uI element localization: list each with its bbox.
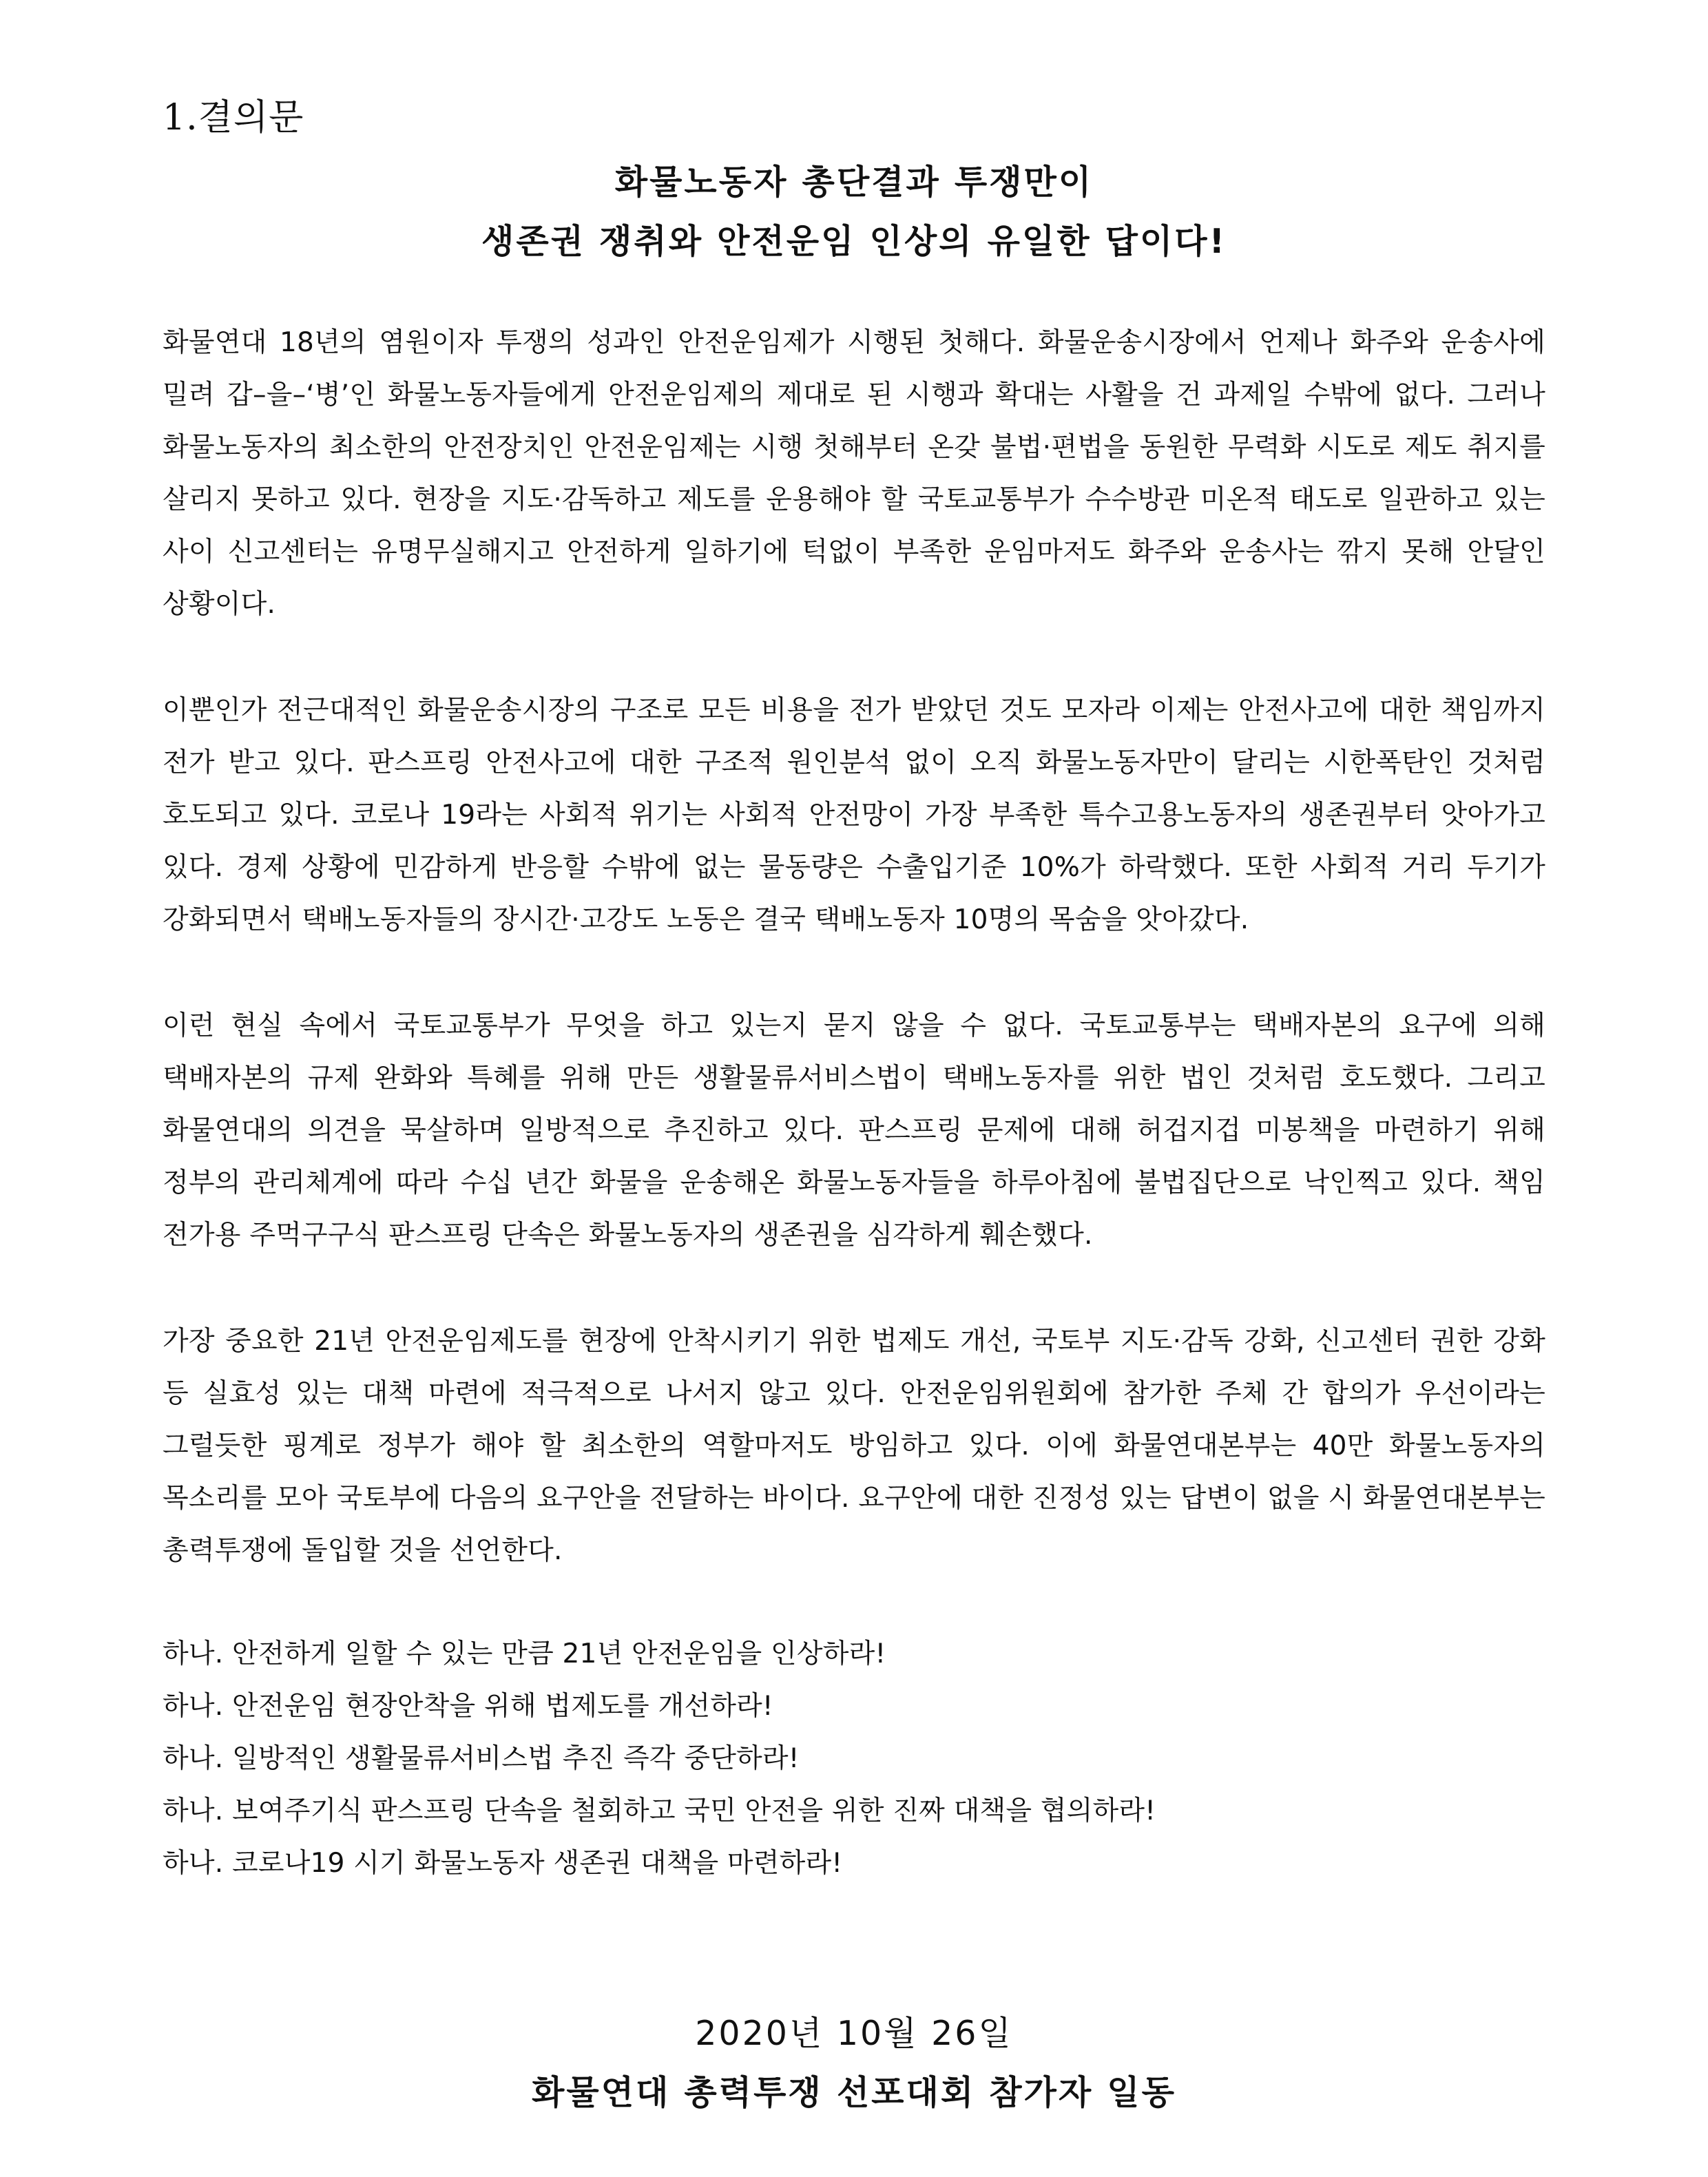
demand-item: 하나. 보여주기식 판스프링 단속을 철회하고 국민 안전을 위한 진짜 대책을 협의하라!: [163, 1795, 1156, 1826]
demand-list: [163, 1628, 1545, 1890]
title-line-2: 생존권 쟁취와 안전운임 인상의 유일한 답이다!: [481, 222, 1227, 261]
demand-item: 하나. 안전하게 일할 수 있는 만큼 21년 안전운임을 인상하라!: [163, 1638, 886, 1669]
demand-item: 하나. 일방적인 생활물류서비스법 추진 즉각 중단하라!: [163, 1743, 800, 1774]
demand-item: 하나. 코로나19 시기 화물노동자 생존권 대책을 마련하라!: [163, 1848, 843, 1879]
demand-item: 하나. 안전운임 현장안착을 위해 법제도를 개선하라!: [163, 1691, 773, 1722]
signature-block: [163, 2004, 1545, 2123]
section-heading: 1.결의문: [163, 97, 304, 138]
resolution-body: [163, 317, 1545, 1890]
paragraph-1: 화물연대 18년의 염원이자 투쟁의 성과인 안전운임제가 시행된 첫해다. 화물운송시장에서 언제나 화주와 운송사에 밀려 갑–을–‘병’인 화물노동자들에게 안전운임제의 제대로 된 시행과 확대는 사활을 건 과제일 수밖에 없다. 그러나 화물노동자의 최소한의 안전장치인 안전운임제는 시행 첫해부터 온갖 불법·편법을 동원한 무력화 시도로 제도 취지를 살리지 못하고 있다. 현장을 지도·감독하고 제도를 운용해야 할 국토교통부가 수수방관 미온적 태도로 일관하고 있는 사이 신고센터는 유명무실해지고 안전하게 일하기에 턱없이 부족한 운임마저도 화주와 운송사는 깎지 못해 안달인 상황이다.: [163, 327, 1545, 620]
signatory: 화물연대 총력투쟁 선포대회 참가자 일동: [532, 2073, 1176, 2112]
paragraph-4: 가장 중요한 21년 안전운임제도를 현장에 안착시키기 위한 법제도 개선, 국토부 지도·감독 강화, 신고센터 권한 강화 등 실효성 있는 대책 마련에 적극적으로 나서지 않고 있다. 안전운임위원회에 참가한 주체 간 합의가 우선이라는 그럴듯한 핑계로 정부가 해야 할 최소한의 역할마저도 방임하고 있다. 이에 화물연대본부는 40만 화물노동자의 목소리를 모아 국토부에 다음의 요구안을 전달하는 바이다. 요구안에 대한 진정성 있는 답변이 없을 시 화물연대본부는 총력투쟁에 돌입할 것을 선언한다.: [163, 1326, 1545, 1566]
resolution-title: [163, 153, 1545, 271]
title-line-1: 화물노동자 총단결과 투쟁만이: [614, 163, 1094, 202]
resolution-date: 2020년 10월 26일: [695, 2014, 1013, 2053]
paragraph-2: 이뿐인가 전근대적인 화물운송시장의 구조로 모든 비용을 전가 받았던 것도 모자라 이제는 안전사고에 대한 책임까지 전가 받고 있다. 판스프링 안전사고에 대한 구조적 원인분석 없이 오직 화물노동자만이 달리는 시한폭탄인 것처럼 호도되고 있다. 코로나 19라는 사회적 위기는 사회적 안전망이 가장 부족한 특수고용노동자의 생존권부터 앗아가고 있다. 경제 상황에 민감하게 반응할 수밖에 없는 물동량은 수출입기준 10%가 하락했다. 또한 사회적 거리 두기가 강화되면서 택배노동자들의 장시간·고강도 노동은 결국 택배노동자 10명의 목숨을 앗아갔다.: [163, 695, 1546, 935]
paragraph-3: 이런 현실 속에서 국토교통부가 무엇을 하고 있는지 묻지 않을 수 없다. 국토교통부는 택배자본의 요구에 의해 택배자본의 규제 완화와 특혜를 위해 만든 생활물류서비스법이 택배노동자를 위한 법인 것처럼 호도했다. 그리고 화물연대의 의견을 묵살하며 일방적으로 추진하고 있다. 판스프링 문제에 대해 허겁지겁 미봉책을 마련하기 위해 정부의 관리체계에 따라 수십 년간 화물을 운송해온 화물노동자들을 하루아침에 불법집단으로 낙인찍고 있다. 책임 전가용 주먹구구식 판스프링 단속은 화물노동자의 생존권을 심각하게 훼손했다.: [163, 1010, 1545, 1251]
